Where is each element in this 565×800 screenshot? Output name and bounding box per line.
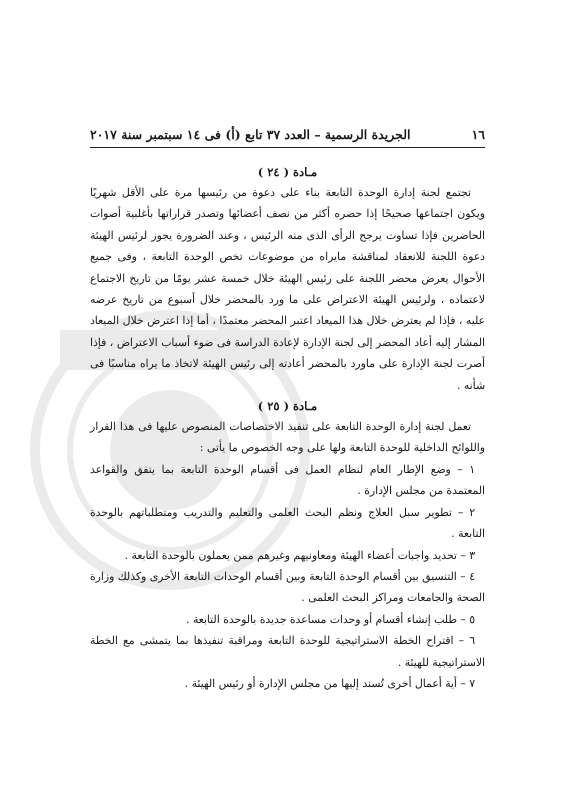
list-item: ٥ – طلب إنشاء أقسام أو وحدات مساعدة جديدة بالوحدة التابعة . [185,612,475,626]
list-item: ٦ – اقتراح الخطة الاستراتيجية للوحدة التابعة ومراقبة تنفيذها بما يتمشى مع الخطة الاستراتيجية للهيئة . [90,634,485,669]
article-25-intro: تعمل لجنة إدارة الوحدة التابعة على تنفيذ الاختصاصات المنصوص عليها فى هذا القرار واللوائح الداخلية للوحدة التابعة ولها على وجه الخصوص ما يأتى : [90,420,485,455]
page-number: ١٦ [471,127,485,142]
list-item: ٧ – أية أعمال أخرى تُسند إليها من مجلس الإدارة أو رئيس الهيئة . [184,676,475,690]
document-page [90,125,485,694]
list-item: ٤ – التنسيق بين أقسام الوحدة التابعة وبين أقسام الوحدات التابعة الأخرى وكذلك وزارة الصحة والجامعات ومراكز البحث العلمى . [90,569,485,605]
list-item: ٢ – تطوير سبل العلاج ونظم البحث العلمى والتعليم والتدريب ومتطلباتهم بالوحدة التابعة . [90,505,485,541]
page-header [90,125,485,148]
article-24-body: تجتمع لجنة إدارة الوحدة التابعة بناء على دعوة من رئيسها مرة على الأقل شهريًا ويكون اجتماعها صحيحًا إذا حضره أكثر من نصف أعضائها وتصدر قراراتها بأغلبية أصوات الحاضرين فإذا تساوت يرجح الرأى الذى منه الرئيس ، وعند الضرورة يجوز لرئيس الهيئة دعوة اللجنة للانعقاد لمناقشة مايراه من موضوعات تخص الوحدة التابعة ، وفى جميع الأحوال يعرض محضر اللجنة على رئيس الهيئة خلال خمسة عشر يومًا من تاريخ الاجتماع لاعتماده ، ولرئيس الهيئة الاعتراض على ما ورد بالمحضر خلال أسبوع من تاريخ عرضه عليه ، فإذا لم يعترض خلال هذا الميعاد اعتبر المحضر معتمدًا ، أما إذا اعترض خلال الميعاد المشار إليه أعاد المحضر إلى لجنة الإدارة لإعادة الدراسة فى ضوء أسباب الاعتراض ، فإذا أصرت لجنة الإدارة على ماورد بالمحضر أعادته إلى رئيس الهيئة لاتخاذ ما يراه مناسبًا فى شأنه . [90,186,485,392]
article-24-title: مـادة ( ٢٤ ) [257,165,318,179]
gazette-title: الجريدة الرسمية – العدد ٣٧ تابع (أ) فى ١٤ سبتمبر سنة ٢٠١٧ [90,127,411,142]
list-item: ١ – وضع الإطار العام لنظام العمل فى أقسام الوحدة التابعة بما يتفق والقواعد المعتمدة من مجلس الإدارة . [90,462,485,498]
list-item: ٣ – تحديد واجبات أعضاء الهيئة ومعاونيهم وغيرهم ممن يعملون بالوحدة التابعة . [124,548,475,562]
article-25-title: مـادة ( ٢٥ ) [257,399,318,414]
